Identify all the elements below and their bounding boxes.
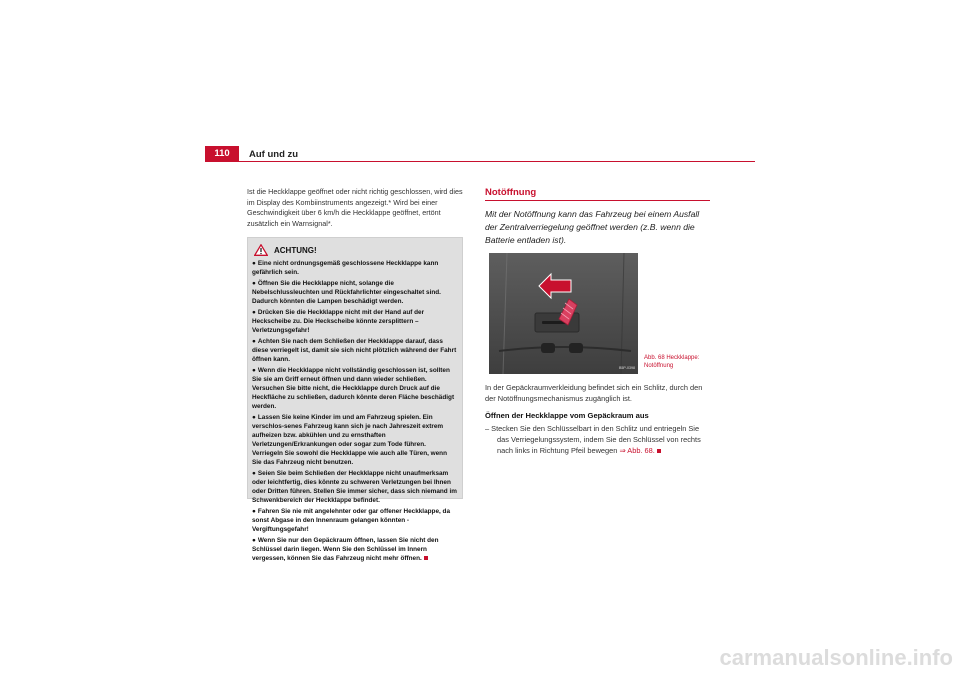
tailgate-illustration — [489, 253, 638, 374]
warning-item-text: Achten Sie nach dem Schließen der Heckklappe darauf, dass diese verriegelt ist, damit sie sich nicht plötzlich während der Fahrt öffnen kann. — [252, 337, 457, 364]
warning-title: ACHTUNG! — [274, 245, 317, 255]
figure-reference-link[interactable]: ⇒ Abb. 68. — [619, 445, 655, 455]
warning-item-text: Fahren Sie nie mit angelehnter oder gar offener Heckklappe, da sonst Abgase in den Innenraum gelangen könnten - Vergiftungsgefahr! — [252, 507, 451, 534]
bullet-icon: ● — [252, 260, 256, 268]
bullet-icon: ● — [252, 470, 256, 477]
page-number: 110 — [205, 146, 239, 162]
bullet-icon: ● — [252, 337, 256, 345]
body-paragraph: In der Gepäckraumverkleidung befindet sich ein Schlitz, durch den der Notöffnungsmechanismus zugänglich ist. — [485, 383, 703, 404]
running-title: Auf und zu — [249, 149, 299, 160]
figure-caption — [644, 355, 699, 370]
section-end-icon — [424, 556, 428, 560]
warning-item — [252, 279, 458, 306]
warning-triangle-icon — [254, 244, 268, 256]
figure-caption-line2: Notöffnung — [644, 362, 674, 369]
intro-paragraph: Ist die Heckklappe geöffnet oder nicht richtig geschlossen, wird dies im Display des Kombiinstruments angezeigt.* Wird bei einer Geschwindigkeit über 6 km/h die Heckklappe geöffnet, ertönt zusätzlich ein Warnsignal*. — [247, 187, 463, 228]
warning-header — [254, 244, 458, 256]
warning-item — [252, 259, 458, 277]
warning-item — [252, 536, 458, 563]
warning-item-text: Öffnen Sie die Heckklappe nicht, solange die Nebelschlussleuchten und Rückfahrlichter eingeschaltet sind. Dadurch könnten die Lampen beschädigt werden. — [252, 280, 441, 306]
bullet-icon: ● — [252, 536, 256, 544]
warning-item-text: Eine nicht ordnungsgemäß geschlossene Heckklappe kann gefährlich sein. — [252, 260, 439, 277]
right-column — [485, 187, 712, 456]
warning-item-text: Wenn die Heckklappe nicht vollständig geschlossen ist, sollten Sie sie am Griff erneut öffnen und dann wieder schließen. Versuchen Sie bitte nicht, die Heckklappe durch Druck auf die Heckfläche zu schließen, dadurch könnte deren Fläche beschädigt werden. — [252, 366, 455, 411]
warning-item-text: Wenn Sie nur den Gepäckraum öffnen, lassen Sie nicht den Schlüssel darin liegen. Wenn Sie den Schlüssel im Innern vergessen, können Sie das Fahrzeug nicht mehr öffnen. — [252, 536, 439, 563]
emergency-release-image — [489, 253, 638, 374]
lead-paragraph: Mit der Notöffnung kann das Fahrzeug bei einem Ausfall der Zentralverriegelung geöffnet werden (z.B. wenn die Batterie entladen ist). — [485, 209, 700, 245]
warning-item-text: Drücken Sie die Heckklappe nicht mit der Hand auf der Heckscheibe zu. Die Heckscheibe könnte zersplittern – Verletzungsgefahr! — [252, 309, 425, 335]
warning-item — [252, 413, 458, 468]
step-item — [485, 424, 712, 456]
step-text: – Stecken Sie den Schlüsselbart in den Schlitz und entriegeln Sie das Verriegelungssystem, indem Sie den Schlüssel von rechts nach links in Richtung Pfeil bewegen — [485, 424, 701, 455]
bullet-icon: ● — [252, 413, 256, 421]
figure-caption-line1: Abb. 68 Heckklappe: — [644, 355, 700, 362]
bullet-icon: ● — [252, 507, 256, 515]
section-end-icon — [657, 449, 661, 453]
bullet-icon: ● — [252, 366, 256, 374]
warning-item — [252, 366, 458, 411]
section-rule — [485, 200, 710, 201]
warning-item — [252, 507, 458, 534]
figure-row — [485, 253, 712, 376]
bullet-icon: ● — [252, 309, 256, 317]
warning-item-text: Seien Sie beim Schließen der Heckklappe nicht unaufmerksam oder leichtfertig, dies könnte zu schweren Verletzungen bei Ihnen oder Dritten führen. Stellen Sie immer sicher, dass sich niemand im Schwenkbereich der Heckklappe befindet. — [252, 470, 457, 505]
warning-item-text: Lassen Sie keine Kinder im und am Fahrzeug spielen. Ein verschlos-senes Fahrzeug kann sich je nach Jahreszeit extrem aufheizen bzw. abkühlen und zu ernsthaften Verletzungen/Erkrankungen oder sogar zum Tode führen. Verriegeln Sie sowohl die Heckklappe wie auch alle Türen, wenn Sie das Fahrzeug nicht benutzen. — [252, 413, 447, 467]
header-rule — [205, 161, 755, 162]
warning-box — [247, 237, 463, 563]
warning-item — [252, 469, 458, 505]
warning-item — [252, 337, 458, 364]
subheading: Öffnen der Heckklappe vom Gepäckraum aus — [485, 411, 649, 421]
figure-code: B5P-0398 — [619, 366, 635, 371]
left-column — [247, 187, 472, 563]
warning-item — [252, 308, 458, 335]
bullet-icon: ● — [252, 280, 256, 288]
section-title: Notöffnung — [485, 187, 537, 198]
watermark: carmanualsonline.info — [719, 645, 953, 670]
